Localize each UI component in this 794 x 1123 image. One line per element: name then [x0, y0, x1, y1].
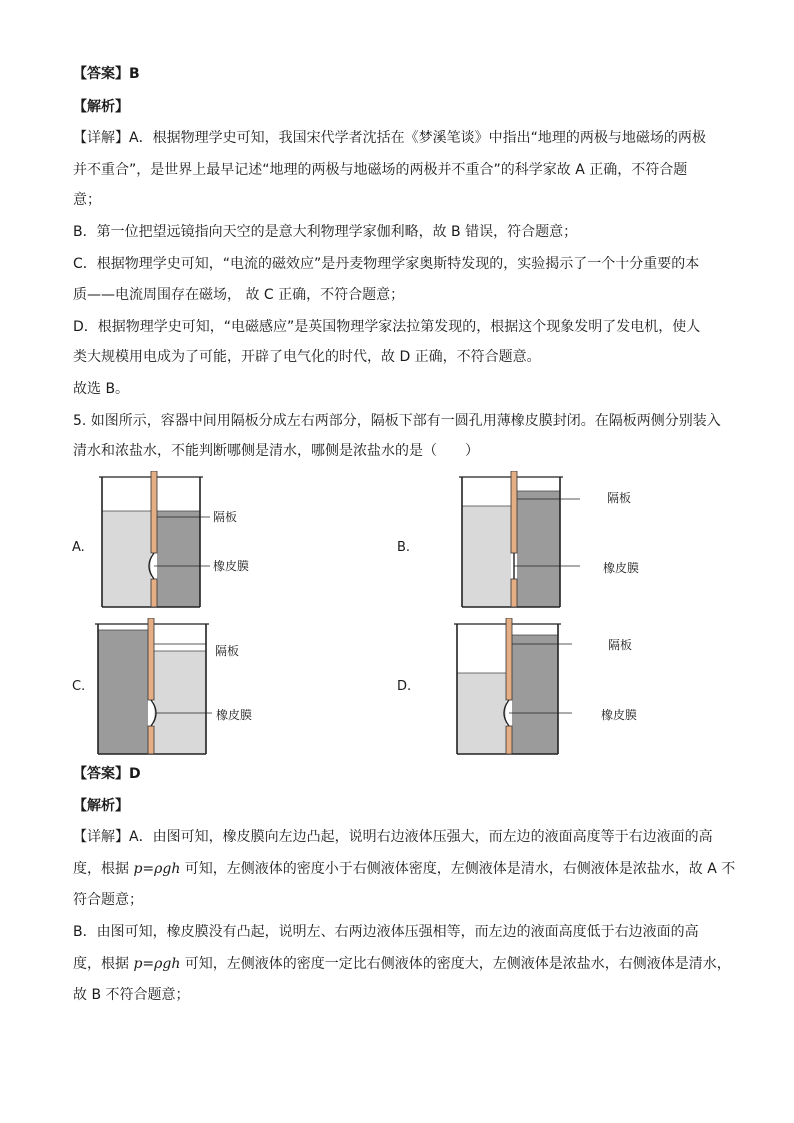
- beaker-diagram: [410, 618, 610, 762]
- q5-detail-line: 度，根据 p=ρgh 可知，左侧液体的密度小于右侧液体密度，左侧液体是清水，右侧液体是浓盐水，故 A 不: [73, 861, 736, 877]
- q4-detail-line: B．第一位把望远镜指向天空的是意大利物理学家伽利略，故 B 错误，符合题意；: [73, 224, 578, 240]
- option-label: A.: [72, 540, 85, 555]
- q5-detail-line: 度，根据 p=ρgh 可知，左侧液体的密度一定比右侧液体的密度大，左侧液体是浓盐水，右侧液体是清水，: [73, 956, 731, 972]
- membrane-label: 橡皮膜: [216, 708, 253, 722]
- q5-figures: [60, 463, 640, 763]
- q4-detail-line: 并不重合”，是世界上最早记述“地理的两极与地磁场的两极并不重合”的科学家故 A 正确，不符合题: [73, 162, 688, 178]
- q4-detail-line: D．根据物理学史可知，“电磁感应”是英国物理学家法拉第发现的，根据这个现象发明了发电机，使人: [73, 319, 701, 335]
- q4-analysis-heading: 【解析】: [73, 99, 129, 115]
- q5-detail-line: 故 B 不符合题意；: [73, 987, 190, 1003]
- partition-label: 隔板: [213, 510, 238, 524]
- partition-label: 隔板: [215, 644, 240, 658]
- partition-label: 隔板: [607, 491, 632, 505]
- beaker-diagram: [90, 471, 290, 615]
- partition-label: 隔板: [608, 638, 633, 652]
- q4-answer: 【答案】B: [73, 66, 140, 82]
- beaker-diagram: [410, 471, 610, 615]
- q4-detail-line: 类大规模用电成为了可能，开辟了电气化的时代，故 D 正确，不符合题意。: [73, 349, 541, 365]
- q4-detail-line: 质——电流周围存在磁场， 故 C 正确，不符合题意；: [73, 287, 405, 303]
- q5-analysis-heading: 【解析】: [73, 798, 129, 814]
- figure-c: [60, 618, 320, 768]
- figure-b: [380, 471, 640, 621]
- formula: p=ρgh: [133, 956, 181, 972]
- q5-detail-line: 符合题意；: [73, 892, 143, 908]
- q5-stem-line: 5. 如图所示，容器中间用隔板分成左右两部分，隔板下部有一圆孔用薄橡皮膜封闭。在隔板两侧分别装入: [73, 413, 721, 429]
- q5-stem-line: 清水和浓盐水，不能判断哪侧是清水，哪侧是浓盐水的是（ ）: [73, 443, 479, 459]
- membrane-label: 橡皮膜: [601, 708, 638, 722]
- option-label: B.: [397, 540, 411, 555]
- q4-detail-line: 意；: [73, 192, 101, 208]
- q5-detail-line: B．由图可知，橡皮膜没有凸起，说明左、右两边液体压强相等，而左边的液面高度低于右边液面的高: [73, 924, 699, 940]
- membrane-label: 橡皮膜: [213, 559, 250, 573]
- option-label: D.: [397, 679, 412, 694]
- q4-detail-line: 【详解】A．根据物理学史可知，我国宋代学者沈括在《梦溪笔谈》中指出“地理的两极与地磁场的两极: [73, 130, 706, 146]
- formula: p=ρgh: [133, 861, 181, 877]
- option-label: C.: [72, 679, 86, 694]
- membrane-label: 橡皮膜: [603, 561, 640, 575]
- beaker-diagram: [90, 618, 290, 762]
- q4-detail-line: C．根据物理学史可知，“电流的磁效应”是丹麦物理学家奥斯特发现的，实验揭示了一个十分重要的本: [73, 256, 700, 272]
- figure-a: [60, 471, 320, 621]
- q5-detail-line: 【详解】A．由图可知，橡皮膜向左边凸起，说明右边液体压强大，而左边的液面高度等于右边液面的高: [73, 829, 713, 845]
- q5-answer: 【答案】D: [73, 766, 141, 782]
- figure-d: [380, 618, 640, 768]
- q4-conclusion: 故选 B。: [73, 381, 130, 397]
